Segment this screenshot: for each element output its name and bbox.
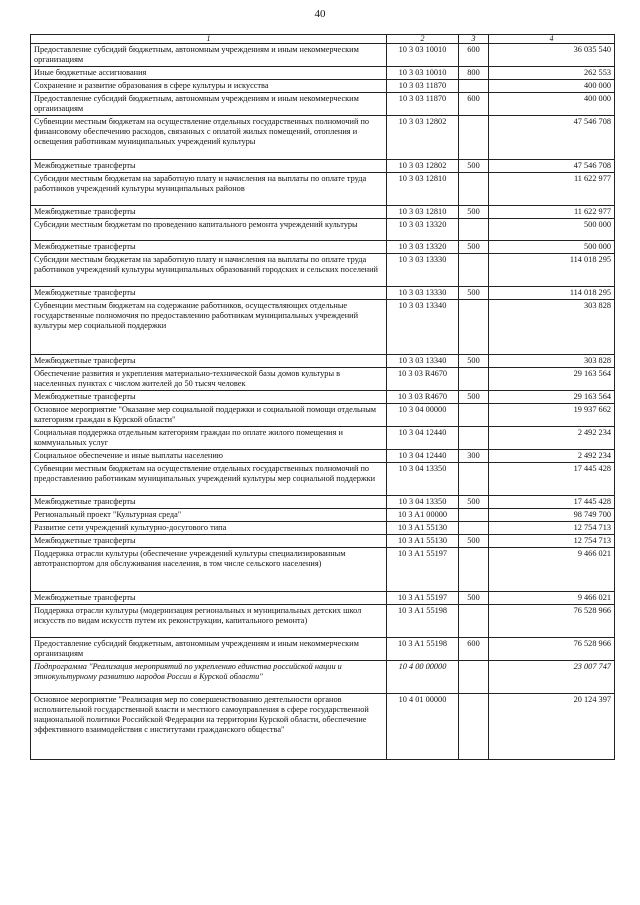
row-type-cell: 600 [459,44,489,67]
row-amount-cell: 303 828 [489,300,615,355]
row-code-cell: 10 3 04 13350 [387,463,459,496]
row-name-cell: Межбюджетные трансферты [31,160,387,173]
table-row [31,80,615,93]
table-row [31,254,615,287]
table-row [31,93,615,116]
table-row [31,391,615,404]
row-code-cell: 10 4 01 00000 [387,694,459,760]
row-amount-cell: 17 445 428 [489,496,615,509]
row-name-cell: Межбюджетные трансферты [31,391,387,404]
row-amount-cell: 19 937 662 [489,404,615,427]
row-code-cell: 10 3 03 12810 [387,206,459,219]
row-code-cell: 10 3 A1 55197 [387,592,459,605]
table-row [31,67,615,80]
row-type-cell [459,661,489,694]
row-name-cell: Иные бюджетные ассигнования [31,67,387,80]
row-type-cell [459,254,489,287]
table-row [31,368,615,391]
row-type-cell [459,116,489,160]
row-code-cell: 10 3 A1 55130 [387,535,459,548]
row-type-cell: 500 [459,206,489,219]
row-name-cell: Поддержка отрасли культуры (обеспечение учреждений культуры специализированным автотранспортом для обслуживания населения, в том числе сельского населения) [31,548,387,592]
row-amount-cell: 98 749 700 [489,509,615,522]
table-row [31,44,615,67]
row-type-cell: 500 [459,355,489,368]
row-name-cell: Предоставление субсидий бюджетным, автономным учреждениям и иным некоммерческим организациям [31,638,387,661]
row-code-cell: 10 3 A1 55198 [387,605,459,638]
row-amount-cell: 12 754 713 [489,522,615,535]
table-row [31,300,615,355]
row-name-cell: Предоставление субсидий бюджетным, автономным учреждениям и иным некоммерческим организациям [31,44,387,67]
row-name-cell: Межбюджетные трансферты [31,206,387,219]
row-name-cell: Сохранение и развитие образования в сфере культуры и искусства [31,80,387,93]
row-name-cell: Межбюджетные трансферты [31,535,387,548]
row-amount-cell: 17 445 428 [489,463,615,496]
row-type-cell: 500 [459,496,489,509]
row-type-cell: 500 [459,241,489,254]
row-name-cell: Подпрограмма "Реализация мероприятий по укреплению единства российской нации и этнокультурному развитию народов России в Курской области" [31,661,387,694]
row-name-cell: Межбюджетные трансферты [31,287,387,300]
header-col-4: 4 [489,35,615,44]
row-code-cell: 10 3 A1 55198 [387,638,459,661]
table-row [31,535,615,548]
row-code-cell: 10 3 03 R4670 [387,391,459,404]
table-row [31,605,615,638]
row-amount-cell: 2 492 234 [489,450,615,463]
row-amount-cell: 76 528 966 [489,638,615,661]
table-row [31,509,615,522]
row-code-cell: 10 3 03 13320 [387,219,459,241]
header-col-2: 2 [387,35,459,44]
row-type-cell [459,368,489,391]
row-code-cell: 10 3 04 00000 [387,404,459,427]
row-amount-cell: 9 466 021 [489,592,615,605]
row-type-cell: 600 [459,638,489,661]
row-type-cell: 600 [459,93,489,116]
table-row [31,450,615,463]
row-amount-cell: 12 754 713 [489,535,615,548]
budget-table [30,34,615,760]
table-row [31,661,615,694]
table-row [31,160,615,173]
row-type-cell: 500 [459,160,489,173]
table-row [31,496,615,509]
row-name-cell: Субвенции местным бюджетам на осуществление отдельных государственных полномочий по финансовому обеспечению расходов, связанных с оплатой жилых помещений, отопления и освещения работникам муниципальных учреждений культуры [31,116,387,160]
table-row [31,548,615,592]
row-name-cell: Региональный проект "Культурная среда" [31,509,387,522]
row-code-cell: 10 3 03 12802 [387,160,459,173]
row-type-cell [459,522,489,535]
row-name-cell: Развитие сети учреждений культурно-досугового типа [31,522,387,535]
row-amount-cell: 11 622 977 [489,173,615,206]
header-col-1: 1 [31,35,387,44]
row-code-cell: 10 3 04 12440 [387,450,459,463]
row-type-cell: 500 [459,535,489,548]
row-code-cell: 10 3 03 13320 [387,241,459,254]
row-type-cell [459,404,489,427]
row-code-cell: 10 3 03 10010 [387,67,459,80]
table-row [31,694,615,760]
row-name-cell: Субсидии местным бюджетам на заработную плату и начисления на выплаты по оплате труда работников учреждений культуры муниципальных районов [31,173,387,206]
row-name-cell: Субсидии местным бюджетам по проведению капитального ремонта учреждений культуры [31,219,387,241]
row-amount-cell: 47 546 708 [489,160,615,173]
row-code-cell: 10 3 03 11870 [387,80,459,93]
row-type-cell [459,548,489,592]
row-amount-cell: 9 466 021 [489,548,615,592]
row-code-cell: 10 3 03 12810 [387,173,459,206]
row-type-cell [459,173,489,206]
row-amount-cell: 20 124 397 [489,694,615,760]
row-amount-cell: 36 035 540 [489,44,615,67]
header-row [31,35,615,44]
row-type-cell: 500 [459,592,489,605]
row-amount-cell: 11 622 977 [489,206,615,219]
row-type-cell [459,509,489,522]
header-col-3: 3 [459,35,489,44]
table-row [31,206,615,219]
row-amount-cell: 500 000 [489,241,615,254]
table-row [31,592,615,605]
row-name-cell: Межбюджетные трансферты [31,496,387,509]
row-amount-cell: 114 018 295 [489,287,615,300]
row-name-cell: Субсидии местным бюджетам на заработную плату и начисления на выплаты по оплате труда работников учреждений культуры муниципальных образований городских и сельских поселений [31,254,387,287]
row-code-cell: 10 3 03 13340 [387,355,459,368]
row-name-cell: Субвенции местным бюджетам на осуществление отдельных государственных полномочий по предоставлению работникам муниципальных учреждений культуры мер социальной поддержки [31,463,387,496]
row-code-cell: 10 3 03 11870 [387,93,459,116]
row-name-cell: Субвенции местным бюджетам на содержание работников, осуществляющих отдельные государственные полномочия по предоставлению работникам муниципальных учреждений культуры мер социальной поддержки [31,300,387,355]
table-row [31,404,615,427]
row-type-cell [459,80,489,93]
row-code-cell: 10 3 04 12440 [387,427,459,450]
row-amount-cell: 500 000 [489,219,615,241]
row-amount-cell: 262 553 [489,67,615,80]
row-name-cell: Основное мероприятие "Реализация мер по совершенствованию деятельности органов исполнительной государственной власти и местного самоуправления в сфере государственной национальной политики Российской Федерации на территории Курской области, обеспечение эффективного взаимодействия с институтами гражданского общества" [31,694,387,760]
table-row [31,638,615,661]
row-name-cell: Социальная поддержка отдельным категориям граждан по оплате жилого помещения и коммунальных услуг [31,427,387,450]
row-amount-cell: 400 000 [489,93,615,116]
table-row [31,522,615,535]
row-amount-cell: 114 018 295 [489,254,615,287]
row-type-cell [459,463,489,496]
row-type-cell: 800 [459,67,489,80]
page-number: 40 [314,8,326,20]
table-row [31,287,615,300]
row-type-cell [459,694,489,760]
row-amount-cell: 47 546 708 [489,116,615,160]
row-code-cell: 10 3 A1 55197 [387,548,459,592]
table-row [31,427,615,450]
row-code-cell: 10 3 03 12802 [387,116,459,160]
row-name-cell: Обеспечение развития и укрепления материально-технической базы домов культуры в населенных пунктах с числом жителей до 50 тысяч человек [31,368,387,391]
row-code-cell: 10 4 00 00000 [387,661,459,694]
row-name-cell: Основное мероприятие "Оказание мер социальной поддержки и социальной помощи отдельным категориям граждан в Курской области" [31,404,387,427]
row-amount-cell: 2 492 234 [489,427,615,450]
row-code-cell: 10 3 A1 00000 [387,509,459,522]
row-type-cell [459,300,489,355]
table-row [31,219,615,241]
row-code-cell: 10 3 A1 55130 [387,522,459,535]
row-amount-cell: 29 163 564 [489,391,615,404]
table-row [31,463,615,496]
row-name-cell: Поддержка отрасли культуры (модернизация региональных и муниципальных детских школ искусств по видам искусств путем их реконструкции, капитального ремонта) [31,605,387,638]
row-amount-cell: 76 528 966 [489,605,615,638]
row-amount-cell: 400 000 [489,80,615,93]
row-name-cell: Межбюджетные трансферты [31,355,387,368]
row-name-cell: Предоставление субсидий бюджетным, автономным учреждениям и иным некоммерческим организациям [31,93,387,116]
row-code-cell: 10 3 03 10010 [387,44,459,67]
row-type-cell [459,427,489,450]
row-amount-cell: 23 007 747 [489,661,615,694]
row-code-cell: 10 3 03 13330 [387,287,459,300]
row-amount-cell: 303 828 [489,355,615,368]
table-row [31,173,615,206]
row-name-cell: Межбюджетные трансферты [31,241,387,254]
row-type-cell: 300 [459,450,489,463]
row-name-cell: Социальное обеспечение и иные выплаты населению [31,450,387,463]
row-code-cell: 10 3 03 R4670 [387,368,459,391]
row-type-cell: 500 [459,391,489,404]
table-row [31,116,615,160]
row-code-cell: 10 3 03 13340 [387,300,459,355]
row-amount-cell: 29 163 564 [489,368,615,391]
row-name-cell: Межбюджетные трансферты [31,592,387,605]
row-type-cell: 500 [459,287,489,300]
row-type-cell [459,605,489,638]
row-code-cell: 10 3 03 13330 [387,254,459,287]
table-row [31,355,615,368]
table-row [31,241,615,254]
row-code-cell: 10 3 04 13350 [387,496,459,509]
row-type-cell [459,219,489,241]
